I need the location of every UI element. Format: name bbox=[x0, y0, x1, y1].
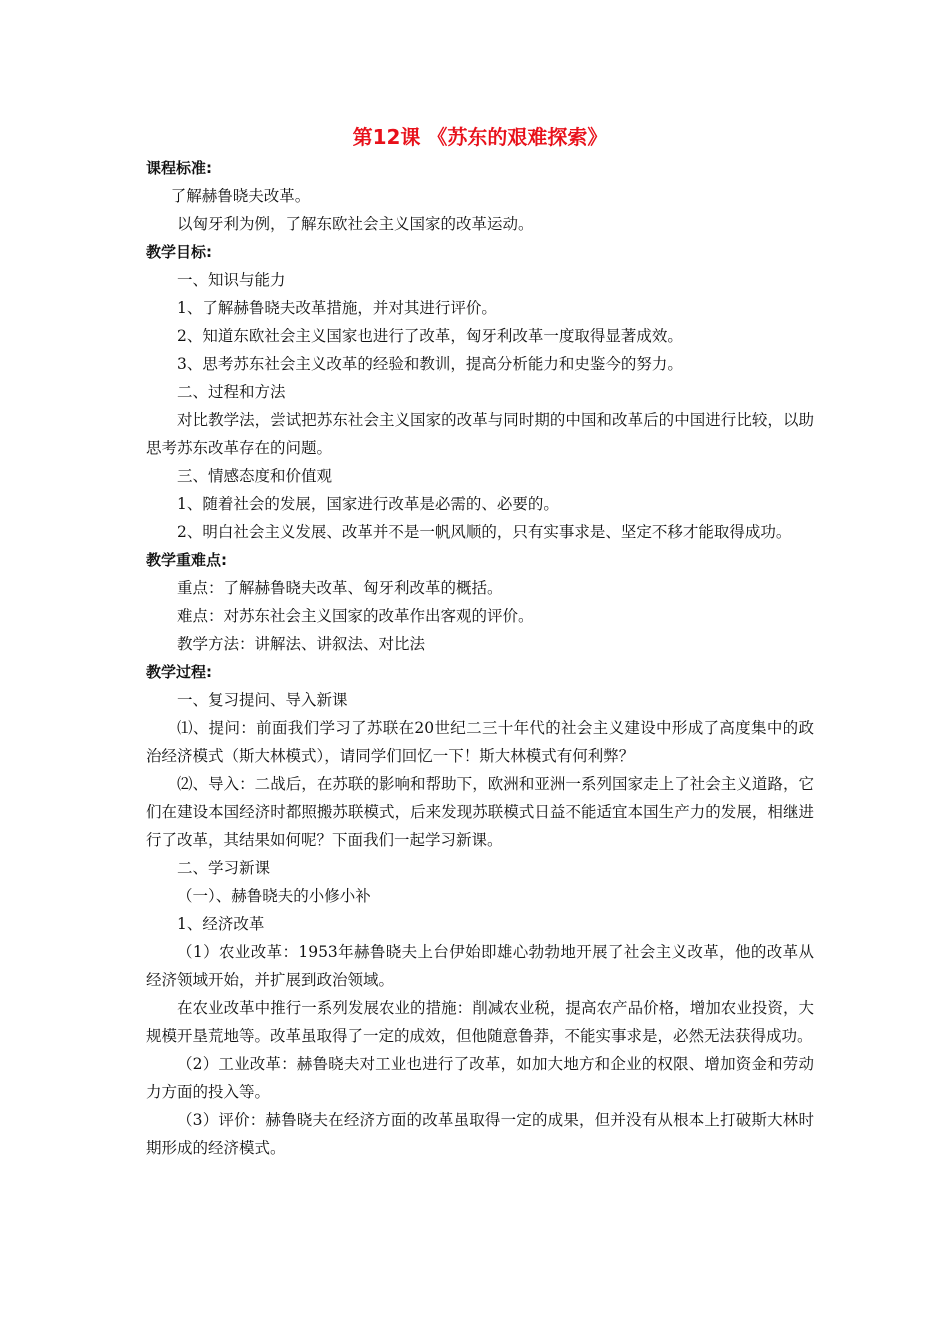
goals-line: 3、思考苏东社会主义改革的经验和教训，提高分析能力和史鉴今的努力。 bbox=[177, 355, 683, 373]
process-line: ⑵、导入：二战后，在苏联的影响和帮助下，欧洲和亚洲一系列国家走上了社会主义道路，它们在建设本国经济时都照搬苏联模式，后来发现苏联模式日益不能适宜本国生产力的发展，相继进行了改革，其结果如何呢？下面我们一起学习新课。 bbox=[146, 775, 814, 849]
process-line: 1、经济改革 bbox=[177, 915, 265, 933]
curriculum-item: 了解赫鲁晓夫改革。 bbox=[170, 187, 311, 205]
goals-line: 1、随着社会的发展，国家进行改革是必需的、必要的。 bbox=[177, 495, 559, 513]
process-line: （1）农业改革：1953年赫鲁晓夫上台伊始即雄心勃勃地开展了社会主义改革，他的改革从经济领域开始，并扩展到政治领域。 bbox=[146, 943, 814, 989]
process-line: 二、学习新课 bbox=[177, 859, 271, 877]
process-line: （3）评价：赫鲁晓夫在经济方面的改革虽取得一定的成果，但并没有从根本上打破斯大林时期形成的经济模式。 bbox=[146, 1111, 814, 1157]
goals-line: 1、了解赫鲁晓夫改革措施，并对其进行评价。 bbox=[177, 299, 497, 317]
process-line: 一、复习提问、导入新课 bbox=[177, 691, 348, 709]
process-line: 在农业改革中推行一系列发展农业的措施：削减农业税，提高农产品价格，增加农业投资，大规模开垦荒地等。改革虽取得了一定的成效，但他随意鲁莽，不能实事求是，必然无法获得成功。 bbox=[146, 999, 814, 1045]
key-points-line: 难点：对苏东社会主义国家的改革作出客观的评价。 bbox=[177, 607, 534, 625]
key-points-heading: 教学重难点: bbox=[146, 551, 227, 569]
key-points-line: 重点：了解赫鲁晓夫改革、匈牙利改革的概括。 bbox=[177, 579, 503, 597]
goals-line: 2、明白社会主义发展、改革并不是一帆风顺的，只有实事求是、坚定不移才能取得成功。 bbox=[177, 523, 792, 541]
page-title: 第12课 《苏东的艰难探索》 bbox=[352, 125, 608, 149]
process-heading: 教学过程: bbox=[146, 663, 212, 681]
goals-heading: 教学目标: bbox=[146, 243, 212, 261]
document-body bbox=[146, 120, 814, 1162]
curriculum-heading: 课程标准: bbox=[146, 159, 212, 177]
curriculum-item: 以匈牙利为例，了解东欧社会主义国家的改革运动。 bbox=[177, 215, 534, 233]
process-line: （2）工业改革：赫鲁晓夫对工业也进行了改革，如加大地方和企业的权限、增加资金和劳动力方面的投入等。 bbox=[146, 1055, 814, 1101]
goals-line: 一、知识与能力 bbox=[177, 271, 286, 289]
process-line: ⑴、提问：前面我们学习了苏联在20世纪二三十年代的社会主义建设中形成了高度集中的政治经济模式（斯大林模式），请同学们回忆一下！斯大林模式有何利弊？ bbox=[146, 719, 814, 765]
process-line: （一）、赫鲁晓夫的小修小补 bbox=[177, 887, 371, 905]
goals-line: 三、情感态度和价值观 bbox=[177, 467, 333, 485]
goals-line: 2、知道东欧社会主义国家也进行了改革，匈牙利改革一度取得显著成效。 bbox=[177, 327, 683, 345]
goals-line: 对比教学法，尝试把苏东社会主义国家的改革与同时期的中国和改革后的中国进行比较，以助思考苏东改革存在的问题。 bbox=[146, 411, 814, 457]
goals-line: 二、过程和方法 bbox=[177, 383, 286, 401]
key-points-line: 教学方法：讲解法、讲叙法、对比法 bbox=[177, 635, 426, 653]
